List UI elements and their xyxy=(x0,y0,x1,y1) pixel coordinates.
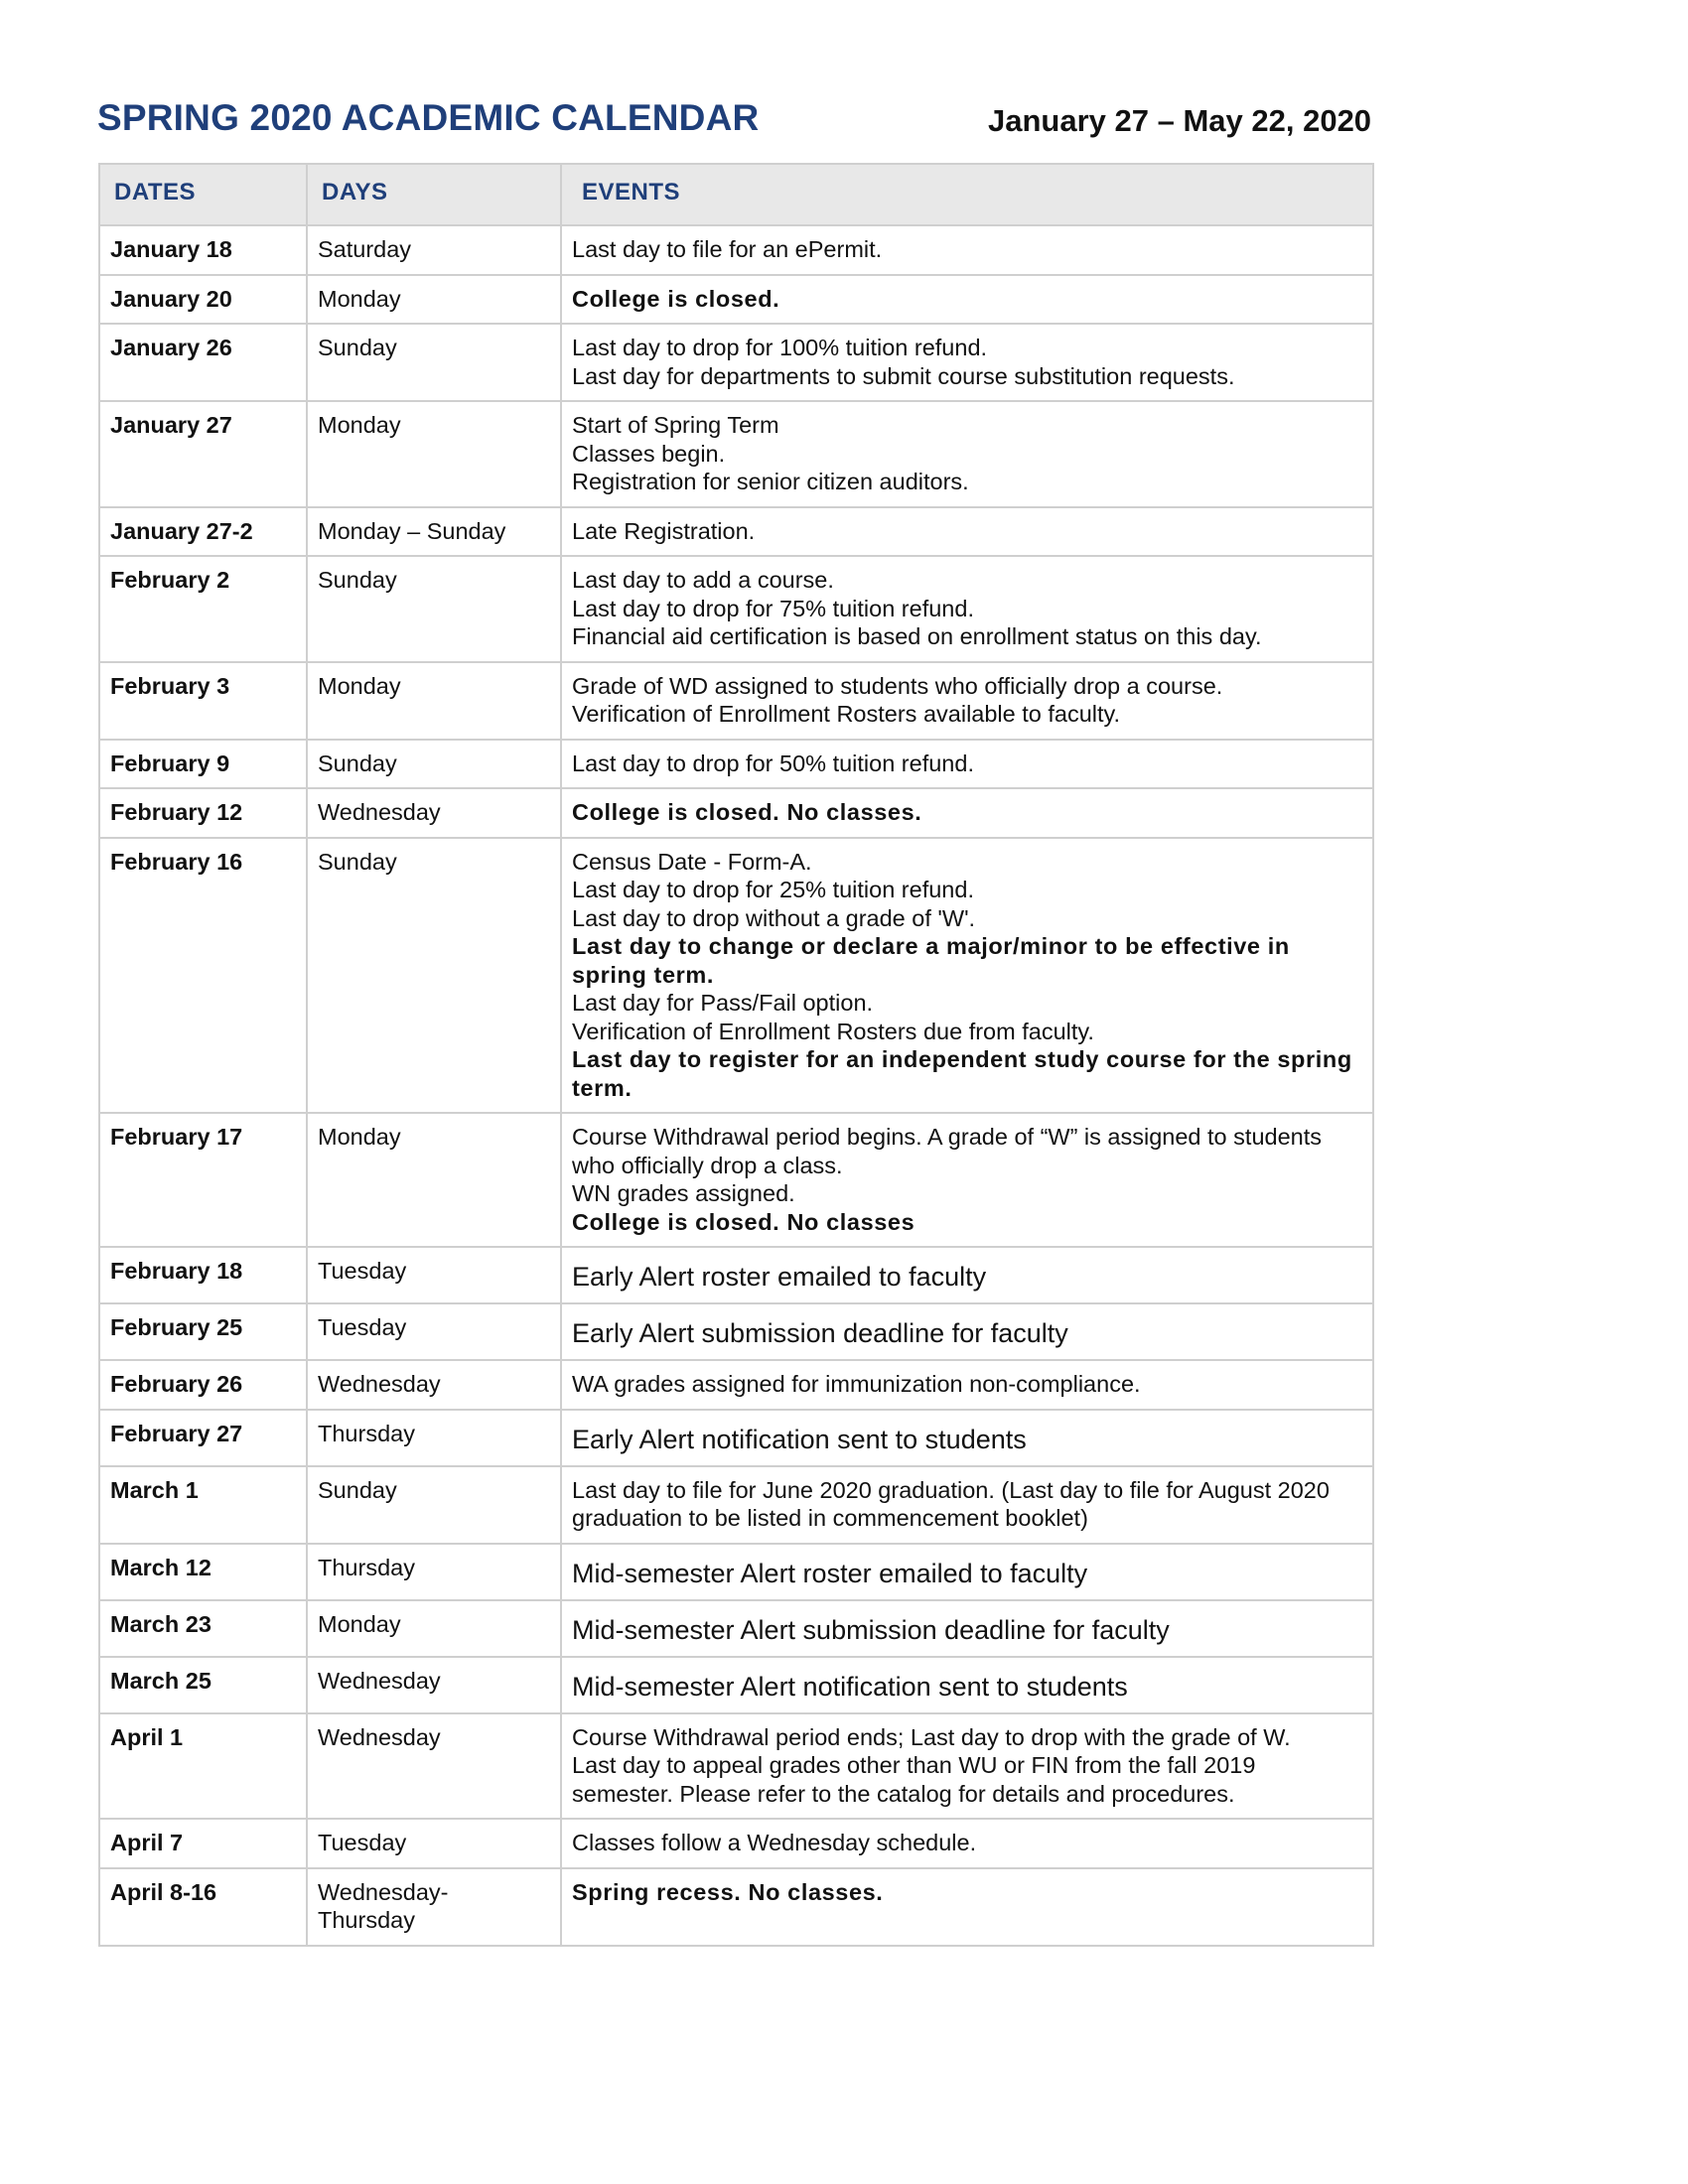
row-day: Sunday xyxy=(307,1466,561,1544)
table-row xyxy=(99,1868,1373,1946)
row-day: Monday – Sunday xyxy=(307,507,561,557)
event-line: WN grades assigned. xyxy=(572,1180,795,1206)
row-day: Monday xyxy=(307,662,561,740)
row-day: Sunday xyxy=(307,556,561,662)
row-day: Monday xyxy=(307,1113,561,1247)
row-events xyxy=(561,401,1373,507)
table-row xyxy=(99,1600,1373,1657)
event-line: Last day to drop for 50% tuition refund. xyxy=(572,750,974,776)
row-day: Wednesday xyxy=(307,1360,561,1410)
term-date-range: January 27 – May 22, 2020 xyxy=(988,103,1372,138)
row-events xyxy=(561,225,1373,275)
row-events xyxy=(561,507,1373,557)
event-line: Mid-semester Alert roster emailed to faculty xyxy=(572,1558,1088,1588)
row-date: April 8-16 xyxy=(99,1868,307,1946)
table-row xyxy=(99,1410,1373,1466)
event-line: College is closed. No classes. xyxy=(572,799,922,825)
event-line: Last day to add a course. xyxy=(572,567,834,593)
table-row xyxy=(99,507,1373,557)
table-body xyxy=(99,225,1373,1946)
row-day: Thursday xyxy=(307,1544,561,1600)
row-events xyxy=(561,1360,1373,1410)
table-row xyxy=(99,275,1373,325)
row-date: April 1 xyxy=(99,1713,307,1820)
row-day: Sunday xyxy=(307,324,561,401)
table-row xyxy=(99,838,1373,1114)
row-date: February 25 xyxy=(99,1303,307,1360)
event-line: WA grades assigned for immunization non-compliance. xyxy=(572,1371,1141,1397)
row-events xyxy=(561,1466,1373,1544)
row-date: March 25 xyxy=(99,1657,307,1713)
row-date: March 23 xyxy=(99,1600,307,1657)
event-line: Last day to drop without a grade of 'W'. xyxy=(572,904,976,931)
row-events xyxy=(561,740,1373,789)
table-row xyxy=(99,225,1373,275)
row-events xyxy=(561,1657,1373,1713)
event-line: Mid-semester Alert notification sent to students xyxy=(572,1671,1128,1702)
table-header xyxy=(99,164,1373,225)
event-line: Last day to file for an ePermit. xyxy=(572,236,883,262)
row-events xyxy=(561,324,1373,401)
event-line: Verification of Enrollment Rosters due from faculty. xyxy=(572,1018,1094,1044)
row-day: Wednesday- Thursday xyxy=(307,1868,561,1946)
row-day: Monday xyxy=(307,401,561,507)
event-line: Last day to file for June 2020 graduation. (Last day to file for August 2020 graduation to be listed in commencement booklet) xyxy=(572,1476,1330,1531)
row-day: Monday xyxy=(307,1600,561,1657)
row-events xyxy=(561,1819,1373,1868)
row-events xyxy=(561,556,1373,662)
row-date: February 18 xyxy=(99,1247,307,1303)
table-row xyxy=(99,1247,1373,1303)
event-line: Course Withdrawal period ends; Last day to drop with the grade of W. xyxy=(572,1723,1291,1750)
table-row xyxy=(99,788,1373,838)
row-date: February 9 xyxy=(99,740,307,789)
row-events xyxy=(561,1113,1373,1247)
table-row xyxy=(99,740,1373,789)
event-line: Early Alert submission deadline for faculty xyxy=(572,1318,1068,1348)
row-events xyxy=(561,662,1373,740)
row-day: Tuesday xyxy=(307,1247,561,1303)
event-line: Registration for senior citizen auditors. xyxy=(572,469,969,494)
row-events xyxy=(561,1713,1373,1820)
event-line: Mid-semester Alert submission deadline for faculty xyxy=(572,1614,1170,1645)
event-line: Financial aid certification is based on enrollment status on this day. xyxy=(572,623,1262,649)
row-date: March 1 xyxy=(99,1466,307,1544)
event-line: Classes begin. xyxy=(572,440,726,467)
row-day: Monday xyxy=(307,275,561,325)
row-date: January 26 xyxy=(99,324,307,401)
column-header-days: DAYS xyxy=(307,164,561,225)
row-date: January 18 xyxy=(99,225,307,275)
column-header-events: EVENTS xyxy=(561,164,1373,225)
row-date: April 7 xyxy=(99,1819,307,1868)
event-line: Last day to drop for 100% tuition refund. xyxy=(572,335,988,360)
row-events xyxy=(561,275,1373,325)
row-date: February 26 xyxy=(99,1360,307,1410)
event-line: Late Registration. xyxy=(572,517,756,544)
row-date: February 17 xyxy=(99,1113,307,1247)
row-date: January 27-2 xyxy=(99,507,307,557)
event-line: Last day for departments to submit course substitution requests. xyxy=(572,362,1235,389)
event-line: Verification of Enrollment Rosters available to faculty. xyxy=(572,701,1121,727)
row-day: Tuesday xyxy=(307,1303,561,1360)
row-date: February 2 xyxy=(99,556,307,662)
event-line: Last day to drop for 75% tuition refund. xyxy=(572,595,974,621)
row-events xyxy=(561,1868,1373,1946)
row-date: January 27 xyxy=(99,401,307,507)
row-day: Wednesday xyxy=(307,1657,561,1713)
event-line: Last day to appeal grades other than WU or FIN from the fall 2019 semester. Please refer to the catalog for details and procedures. xyxy=(572,1752,1256,1807)
table-row xyxy=(99,556,1373,662)
row-date: February 12 xyxy=(99,788,307,838)
row-day: Tuesday xyxy=(307,1819,561,1868)
event-line: Early Alert roster emailed to faculty xyxy=(572,1262,987,1292)
table-row xyxy=(99,1113,1373,1247)
table-row xyxy=(99,1360,1373,1410)
row-day: Wednesday xyxy=(307,788,561,838)
table-row xyxy=(99,401,1373,507)
row-date: February 27 xyxy=(99,1410,307,1466)
table-row xyxy=(99,1466,1373,1544)
event-line: Start of Spring Term xyxy=(572,412,779,438)
row-events xyxy=(561,1410,1373,1466)
page-title: SPRING 2020 ACADEMIC CALENDAR xyxy=(97,97,760,138)
event-line: Last day for Pass/Fail option. xyxy=(572,990,874,1016)
row-events xyxy=(561,1247,1373,1303)
academic-calendar-table xyxy=(98,163,1374,1947)
row-date: March 12 xyxy=(99,1544,307,1600)
event-line: Course Withdrawal period begins. A grade of “W” is assigned to students who officially drop a class. xyxy=(572,1124,1322,1178)
table-row xyxy=(99,1819,1373,1868)
row-day: Sunday xyxy=(307,740,561,789)
event-line: Grade of WD assigned to students who officially drop a course. xyxy=(572,672,1223,699)
row-day: Sunday xyxy=(307,838,561,1114)
row-day: Wednesday xyxy=(307,1713,561,1820)
row-day: Saturday xyxy=(307,225,561,275)
event-line: Last day to change or declare a major/minor to be effective in spring term. xyxy=(572,933,1290,988)
event-line: Classes follow a Wednesday schedule. xyxy=(572,1830,977,1855)
event-line: Last day to register for an independent study course for the spring term. xyxy=(572,1046,1352,1101)
table-row xyxy=(99,662,1373,740)
table-row xyxy=(99,1303,1373,1360)
row-events xyxy=(561,1600,1373,1657)
row-events xyxy=(561,1303,1373,1360)
table-row xyxy=(99,324,1373,401)
table-row xyxy=(99,1713,1373,1820)
event-line: College is closed. No classes xyxy=(572,1208,915,1235)
event-line: Census Date - Form-A. xyxy=(572,848,812,875)
column-header-dates: DATES xyxy=(99,164,307,225)
row-events xyxy=(561,838,1373,1114)
table-row xyxy=(99,1544,1373,1600)
row-date: February 3 xyxy=(99,662,307,740)
row-events xyxy=(561,1544,1373,1600)
row-day: Thursday xyxy=(307,1410,561,1466)
event-line: Last day to drop for 25% tuition refund. xyxy=(572,877,974,902)
event-line: Spring recess. No classes. xyxy=(572,1878,884,1905)
row-events xyxy=(561,788,1373,838)
row-date: January 20 xyxy=(99,275,307,325)
event-line: College is closed. xyxy=(572,285,780,312)
table-row xyxy=(99,1657,1373,1713)
row-date: February 16 xyxy=(99,838,307,1114)
event-line: Early Alert notification sent to students xyxy=(572,1424,1027,1454)
